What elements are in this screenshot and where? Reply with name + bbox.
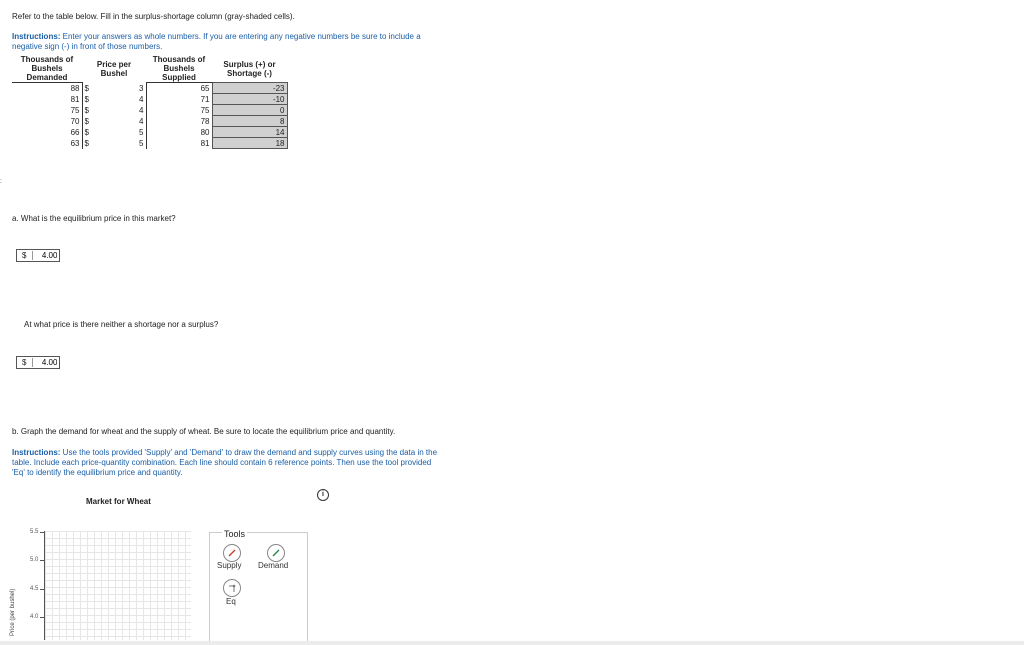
answer-a-field <box>16 249 60 262</box>
cell-supplied: 81 <box>200 138 210 148</box>
demand-line-icon <box>271 548 281 558</box>
supply-tool-label: Supply <box>217 561 242 570</box>
cell-currency: $ <box>84 105 89 115</box>
margin-marker: : <box>0 178 2 185</box>
header-demanded: Thousands of Bushels Demanded <box>12 55 82 83</box>
eq-point-icon <box>227 583 237 593</box>
cell-currency: $ <box>84 83 89 93</box>
currency-label: $ <box>17 251 33 260</box>
cell-demanded: 63 <box>12 138 82 149</box>
instructions-line2: table. Include each price-quantity combination. Each line should contain 6 reference points. Then use the tool provided <box>12 458 432 467</box>
cell-demanded: 66 <box>12 127 82 138</box>
cell-demanded: 70 <box>12 116 82 127</box>
tools-panel <box>209 529 308 643</box>
cell-currency: $ <box>84 94 89 104</box>
instructions-table <box>12 32 421 42</box>
table-row <box>12 94 287 105</box>
instructions-graph <box>12 448 437 458</box>
header-supplied: Thousands of Bushels Supplied <box>146 55 212 83</box>
y-axis-label: Price (per bushel) <box>10 588 16 636</box>
surplus-shortage-input[interactable]: -23 <box>212 83 287 94</box>
eq-tool-button[interactable] <box>223 579 241 597</box>
demand-tool-button[interactable] <box>267 544 285 562</box>
instructions-label: Instructions: <box>12 32 61 41</box>
instructions-line1: Use the tools provided 'Supply' and 'Demand' to draw the demand and supply curves using the data in the <box>60 448 438 457</box>
table-row <box>12 83 287 94</box>
intro-text: Refer to the table below. Fill in the surplus-shortage column (gray-shaded cells). <box>12 12 295 21</box>
supply-line-icon <box>227 548 237 558</box>
cell-price: 4 <box>114 116 146 127</box>
graph-title: Market for Wheat <box>86 497 151 506</box>
equilibrium-price-input[interactable] <box>33 251 59 260</box>
cell-supplied: 78 <box>200 116 210 126</box>
answer-a2-field <box>16 356 60 369</box>
cell-currency: $ <box>84 116 89 126</box>
surplus-shortage-input[interactable]: 18 <box>212 138 287 149</box>
eq-tool-label: Eq <box>226 597 236 606</box>
currency-label: $ <box>17 358 33 367</box>
instructions-line2: negative sign (-) in front of those numbers. <box>12 42 163 51</box>
instructions-label: Instructions: <box>12 448 61 457</box>
y-tick-label: 4.0 <box>30 614 39 620</box>
cell-price: 4 <box>114 94 146 105</box>
cell-supplied: 71 <box>200 94 210 104</box>
y-tick-label: 4.5 <box>30 586 39 592</box>
cell-supplied: 80 <box>200 127 210 137</box>
surplus-shortage-input[interactable]: 14 <box>212 127 287 138</box>
table-row <box>12 138 287 149</box>
cell-supplied: 65 <box>200 83 210 93</box>
question-b: b. Graph the demand for wheat and the supply of wheat. Be sure to locate the equilibrium price and quantity. <box>12 427 396 436</box>
surplus-shortage-input[interactable]: -10 <box>212 94 287 105</box>
instructions-line3: 'Eq' to identify the equilibrium price and quantity. <box>12 468 183 477</box>
cell-demanded: 81 <box>12 94 82 105</box>
supply-tool-button[interactable] <box>223 544 241 562</box>
table-row <box>12 127 287 138</box>
demand-tool-label: Demand <box>258 561 289 570</box>
info-icon[interactable]: i <box>317 489 329 501</box>
table-row <box>12 105 287 116</box>
y-tick-label: 5.0 <box>30 557 39 563</box>
table-header-row <box>12 55 287 83</box>
surplus-shortage-input[interactable]: 8 <box>212 116 287 127</box>
cell-price: 4 <box>114 105 146 116</box>
no-shortage-price-input[interactable] <box>33 358 59 367</box>
question-a2: At what price is there neither a shortage nor a surplus? <box>24 320 219 329</box>
instructions-line1: Enter your answers as whole numbers. If you are entering any negative numbers be sure to include a <box>60 32 421 41</box>
cell-demanded: 88 <box>12 83 82 94</box>
surplus-shortage-input[interactable]: 0 <box>212 105 287 116</box>
header-surplus-shortage: Surplus (+) or Shortage (-) <box>223 59 276 78</box>
cell-demanded: 75 <box>12 105 82 116</box>
cell-currency: $ <box>84 138 89 148</box>
cell-currency: $ <box>84 127 89 137</box>
cell-price: 5 <box>114 138 146 149</box>
supply-demand-table <box>12 55 288 149</box>
y-tick-label: 5.5 <box>30 529 39 535</box>
cell-supplied: 75 <box>200 105 210 115</box>
cell-price: 3 <box>114 83 146 94</box>
header-price: Price per Bushel <box>96 59 132 78</box>
question-a: a. What is the equilibrium price in this market? <box>12 214 176 223</box>
tools-title: Tools <box>224 529 246 539</box>
cell-price: 5 <box>114 127 146 138</box>
graph-plot-area[interactable] <box>44 531 191 640</box>
table-row <box>12 116 287 127</box>
bottom-scroll-bar <box>0 641 1024 645</box>
